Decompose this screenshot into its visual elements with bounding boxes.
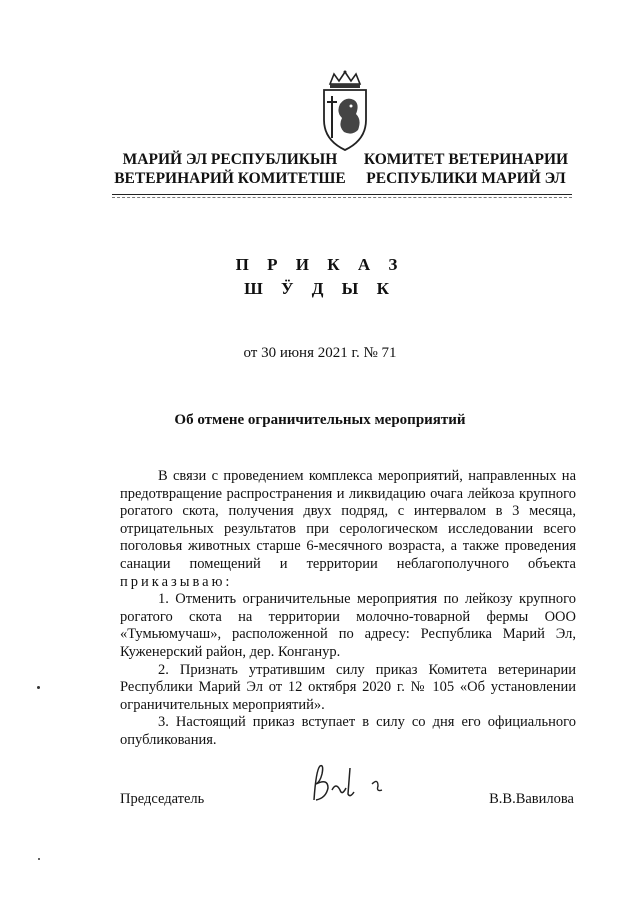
order-word: приказываю:	[120, 573, 233, 590]
scan-dot	[37, 686, 40, 689]
header-divider-dashed	[112, 197, 572, 198]
header-right-line1: КОМИТЕТ ВЕТЕРИНАРИИ	[363, 151, 569, 168]
doc-title-ru: П Р И К А З	[235, 255, 405, 274]
body-item-2: 2. Признать утратившим силу приказ Комитета ветеринарии Республики Марий Эл от 12 октября 2020 г. № 105 «Об установлении ограничительных мероприятий».	[120, 661, 576, 713]
header-right	[360, 150, 572, 188]
header-left-line1: МАРИЙ ЭЛ РЕСПУБЛИКЫН	[122, 151, 338, 168]
doc-subject: Об отмене ограничительных мероприятий	[174, 412, 466, 428]
coat-of-arms-icon	[318, 70, 372, 152]
doc-date-number: от 30 июня 2021 г. № 71	[243, 345, 397, 361]
header-right-line2: РЕСПУБЛИКИ МАРИЙ ЭЛ	[366, 170, 566, 187]
body-item-1: 1. Отменить ограничительные мероприятия по лейкозу крупного рогатого скота на территории молочно-товарной фермы ООО «Тумьюмучаш», расположенной по адресу: Республика Марий Эл, Куженерский район, дер. Конганур.	[120, 591, 576, 660]
signatory-name: В.В.Вавилова	[489, 791, 574, 807]
doc-title-mari: Ш Ӱ Д Ы К	[244, 279, 396, 298]
header-left	[112, 150, 348, 188]
body-intro	[120, 468, 576, 591]
signatory-position: Председатель	[120, 791, 205, 807]
body-item-3: 3. Настоящий приказ вступает в силу со дня его официального опубликования.	[120, 714, 576, 748]
header-divider	[112, 194, 572, 195]
scan-dot	[38, 858, 40, 860]
body-intro-text: В связи с проведением комплекса мероприятий, направленных на предотвращение распространения и ликвидацию очага лейкоза крупного рогатого скота, получения двух подряд, с интервалом в 3 месяца, отрицательных результатов при серологическом исследовании всего поголовья животных старше 6-месячного возраста, а также проведения санации помещений и территории неблагополучного объекта	[120, 468, 576, 572]
header-left-line2: ВЕТЕРИНАРИЙ КОМИТЕТШЕ	[114, 170, 346, 187]
doc-body	[120, 468, 576, 750]
handwritten-signature-icon	[306, 760, 396, 808]
